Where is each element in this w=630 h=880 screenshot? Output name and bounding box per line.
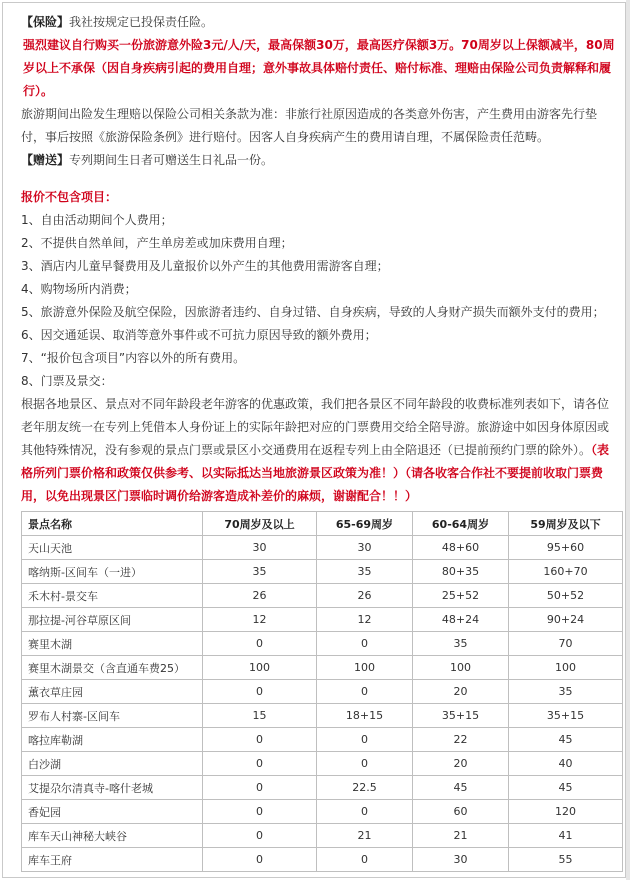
- gift-tag: 【赠送】: [21, 153, 70, 167]
- header-age-60-64: 60-64周岁: [412, 512, 508, 536]
- cell-price: 18+15: [316, 704, 412, 728]
- cell-price: 80+35: [412, 560, 508, 584]
- cell-price: 35+15: [412, 704, 508, 728]
- cell-price: 26: [203, 584, 317, 608]
- cell-price: 70: [509, 632, 623, 656]
- cell-spot-name: 禾木村-景交车: [22, 584, 203, 608]
- ticket-note: [21, 393, 619, 508]
- cell-price: 12: [316, 608, 412, 632]
- cell-price: 30: [203, 536, 317, 560]
- cell-price: 45: [509, 776, 623, 800]
- cell-price: 25+52: [412, 584, 508, 608]
- exclusion-item-4: 4、购物场所内消费；: [21, 282, 137, 296]
- header-age-65-69: 65-69周岁: [316, 512, 412, 536]
- table-row: [22, 800, 623, 824]
- header-age-59minus: 59周岁及以下: [509, 512, 623, 536]
- exclusions-title: 报价不包含项目：: [21, 190, 118, 204]
- cell-price: 0: [203, 752, 317, 776]
- table-row: [22, 680, 623, 704]
- table-row: [22, 632, 623, 656]
- cell-spot-name: 天山天池: [22, 536, 203, 560]
- cell-spot-name: 艾提尕尔清真寺-喀什老城: [22, 776, 203, 800]
- cell-spot-name: 罗布人村寨-区间车: [22, 704, 203, 728]
- cell-price: 0: [203, 680, 317, 704]
- exclusion-item-7: 7、“报价包含项目”内容以外的所有费用。: [21, 351, 246, 365]
- cell-spot-name: 赛里木湖: [22, 632, 203, 656]
- cell-price: 100: [316, 656, 412, 680]
- cell-price: 30: [316, 536, 412, 560]
- table-row: [22, 728, 623, 752]
- section-gap: [21, 172, 619, 186]
- insurance-note: 旅游期间出险发生理赔以保险公司相关条款为准：非旅行社原因造成的各类意外伤害，产生费用由游客先行垫付，事后按照《旅游保险条例》进行赔付。因客人自身疾病产生的费用请自理，不属保险责任范畴。: [21, 107, 598, 144]
- cell-spot-name: 那拉提-河谷草原区间: [22, 608, 203, 632]
- insurance-line: [21, 11, 619, 34]
- table-row: [22, 752, 623, 776]
- table-header-row: [22, 512, 623, 536]
- cell-price: 0: [316, 800, 412, 824]
- cell-spot-name: 赛里木湖景交（含直通车费25）: [22, 656, 203, 680]
- cell-price: 120: [509, 800, 623, 824]
- exclusion-item-3: 3、酒店内儿童早餐费用及儿童报价以外产生的其他费用需游客自理；: [21, 259, 389, 273]
- exclusion-item-6: 6、因交通延误、取消等意外事件或不可抗力原因导致的额外费用；: [21, 328, 377, 342]
- cell-price: 30: [412, 848, 508, 872]
- table-row: [22, 656, 623, 680]
- cell-price: 20: [412, 752, 508, 776]
- cell-price: 35: [412, 632, 508, 656]
- cell-spot-name: 白沙湖: [22, 752, 203, 776]
- cell-price: 35: [509, 680, 623, 704]
- table-row: [22, 704, 623, 728]
- cell-spot-name: 喀拉库勒湖: [22, 728, 203, 752]
- cell-price: 48+60: [412, 536, 508, 560]
- gift-line: [21, 149, 619, 172]
- cell-price: 0: [203, 824, 317, 848]
- cell-price: 0: [203, 728, 317, 752]
- cell-price: 0: [316, 848, 412, 872]
- table-row: [22, 584, 623, 608]
- cell-price: 48+24: [412, 608, 508, 632]
- table-row: [22, 848, 623, 872]
- exclusion-item-2: 2、不提供自然单间，产生单房差或加床费用自理；: [21, 236, 293, 250]
- ticket-price-table: [21, 511, 623, 872]
- cell-price: 20: [412, 680, 508, 704]
- cell-price: 35+15: [509, 704, 623, 728]
- cell-price: 22.5: [316, 776, 412, 800]
- document-frame: [2, 2, 626, 878]
- header-spot-name: 景点名称: [22, 512, 203, 536]
- table-row: [22, 776, 623, 800]
- scrollbar[interactable]: [626, 0, 630, 880]
- gift-text: 专列期间生日者可赠送生日礼品一份。: [69, 153, 274, 167]
- cell-price: 35: [203, 560, 317, 584]
- cell-price: 21: [316, 824, 412, 848]
- cell-price: 35: [316, 560, 412, 584]
- cell-price: 21: [412, 824, 508, 848]
- insurance-advice: 强烈建议自行购买一份旅游意外险3元/人/天，最高保额30万，最高医疗保额3万。70周岁以上保额减半，80周岁以上不承保（因自身疾病引起的费用自理；意外事故具体赔付责任、赔付标准、理赔由保险公司负责解释和履行）。: [23, 38, 615, 98]
- table-row: [22, 560, 623, 584]
- cell-price: 0: [316, 632, 412, 656]
- cell-price: 0: [203, 776, 317, 800]
- cell-price: 22: [412, 728, 508, 752]
- cell-spot-name: 喀纳斯-区间车（一进）: [22, 560, 203, 584]
- cell-price: 90+24: [509, 608, 623, 632]
- cell-price: 50+52: [509, 584, 623, 608]
- cell-price: 15: [203, 704, 317, 728]
- cell-spot-name: 薰衣草庄园: [22, 680, 203, 704]
- cell-price: 12: [203, 608, 317, 632]
- ticket-note-text: 根据各地景区、景点对不同年龄段老年游客的优惠政策，我们把各景区不同年龄段的收费标准列表如下，请各位老年朋友统一在专列上凭借本人身份证上的实际年龄把对应的门票费用交给全陪导游。旅游途中如因身体原因或其他特殊情况，没有参观的景点门票或景区小交通费用在返程专列上由全陪退还（已提前预约门票的除外）。: [21, 397, 610, 457]
- document-content: [3, 3, 625, 872]
- cell-price: 160+70: [509, 560, 623, 584]
- cell-price: 45: [509, 728, 623, 752]
- table-body: [22, 536, 623, 872]
- table-row: [22, 824, 623, 848]
- cell-price: 40: [509, 752, 623, 776]
- cell-price: 45: [412, 776, 508, 800]
- cell-price: 55: [509, 848, 623, 872]
- cell-spot-name: 库车王府: [22, 848, 203, 872]
- ticket-note-red2: （请各收客合作社不要提前收取门票费用，以免出现景区门票临时调价给游客造成补差价的麻烦，谢谢配合！！）: [21, 466, 604, 503]
- insurance-text: 我社按规定已投保责任险。: [69, 15, 214, 29]
- cell-price: 100: [509, 656, 623, 680]
- cell-price: 0: [203, 800, 317, 824]
- exclusion-item-1: 1、自由活动期间个人费用；: [21, 213, 173, 227]
- table-row: [22, 608, 623, 632]
- exclusion-item-5: 5、旅游意外保险及航空保险，因旅游者违约、自身过错、自身疾病，导致的人身财产损失而额外支付的费用；: [21, 305, 605, 319]
- cell-price: 60: [412, 800, 508, 824]
- cell-spot-name: 香妃园: [22, 800, 203, 824]
- table-row: [22, 536, 623, 560]
- cell-price: 26: [316, 584, 412, 608]
- insurance-tag: 【保险】: [21, 15, 70, 29]
- cell-spot-name: 库车天山神秘大峡谷: [22, 824, 203, 848]
- exclusion-item-8: 8、门票及景交：: [21, 374, 113, 388]
- cell-price: 0: [203, 632, 317, 656]
- ticket-note-red1: （表格所列门票价格和政策仅供参考、以实际抵达当地旅游景区政策为准！）: [21, 443, 610, 480]
- cell-price: 0: [316, 752, 412, 776]
- cell-price: 0: [203, 848, 317, 872]
- cell-price: 0: [316, 680, 412, 704]
- cell-price: 100: [203, 656, 317, 680]
- cell-price: 100: [412, 656, 508, 680]
- cell-price: 41: [509, 824, 623, 848]
- cell-price: 0: [316, 728, 412, 752]
- header-age-70plus: 70周岁及以上: [203, 512, 317, 536]
- cell-price: 95+60: [509, 536, 623, 560]
